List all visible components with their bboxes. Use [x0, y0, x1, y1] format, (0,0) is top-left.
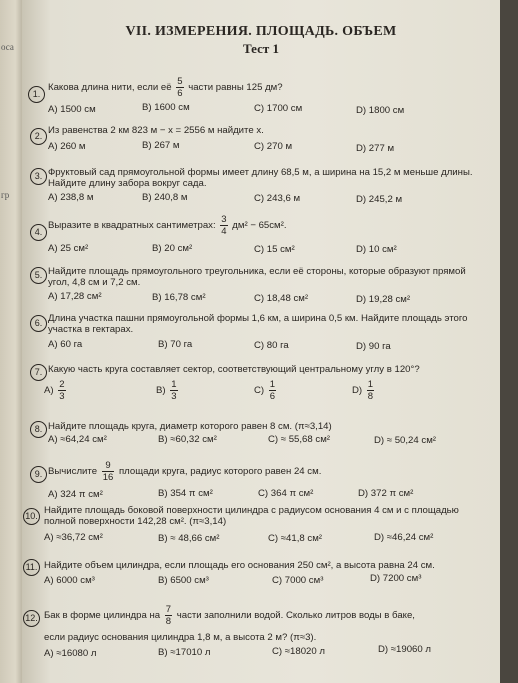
question-number: 4.	[30, 224, 47, 241]
question-number: 11.	[23, 559, 40, 576]
answer-b: B) ≈17010 л	[158, 647, 211, 658]
answer-c: C) 18,48 см²	[254, 293, 309, 304]
answer-b: B) ≈ 48,66 см²	[158, 533, 220, 544]
question-number: 7.	[30, 364, 47, 381]
answer-d: D) $\frac{1}{8}$	[352, 379, 374, 402]
question-number: 12.	[23, 610, 40, 627]
question-text: Выразите в квадратных сантиметрах: $\frac{3}{4}$ дм² − 65см².	[48, 214, 287, 237]
answer-a: A) 25 см²	[48, 243, 89, 254]
margin-fragment: гр	[1, 190, 10, 200]
answer-b: B) 240,8 м	[142, 192, 188, 203]
answer-c: C) 15 см²	[254, 244, 295, 255]
question-number: 5.	[30, 267, 47, 284]
fraction: $\frac{7}{8}$	[165, 604, 172, 627]
answer-a: A) 17,28 см²	[48, 291, 102, 302]
fraction: $\frac{2}{3}$	[59, 379, 65, 402]
answer-a: A) 60 га	[48, 339, 83, 350]
answer-b: B) ≈60,32 см²	[158, 434, 217, 445]
answer-b: B) 16,78 см²	[152, 292, 206, 303]
book-edge	[500, 0, 518, 683]
answer-a: A) 260 м	[48, 141, 86, 152]
answer-d: D) ≈46,24 см²	[374, 532, 434, 543]
answer-a: A) 1500 см	[48, 104, 96, 115]
answer-b: B) 70 га	[158, 339, 193, 350]
question-text: Длина участка пашни прямоугольной формы 1,6 км, а ширина 0,5 км. Найдите площадь этого участка в гектарах.	[48, 313, 468, 335]
adjacent-page-edge	[0, 0, 22, 683]
fraction: $\frac{9}{16}$	[102, 460, 114, 483]
question-number: 1.	[28, 86, 45, 103]
answer-c: C) 364 π см²	[258, 488, 314, 499]
question-text: Найдите площадь круга, диаметр которого равен 8 см. (π≈3,14)	[48, 421, 332, 432]
fraction: $\frac{5}{6}$	[177, 76, 183, 99]
answer-d: D) 10 см²	[356, 244, 397, 255]
answer-d: D) ≈ 50,24 см²	[374, 435, 436, 446]
answer-b: B) 6500 см³	[158, 575, 209, 586]
fraction: $\frac{1}{6}$	[269, 379, 276, 402]
question-text: Фруктовый сад прямоугольной формы имеет длину 68,5 м, а ширина на 15,2 м меньше длины. Найдите длину забора вокруг сада.	[48, 167, 473, 189]
question-text: Бак в форме цилиндра на $\frac{7}{8}$ части заполнили водой. Сколько литров воды в баке,	[44, 604, 415, 627]
question-text: Найдите площадь прямоугольного треугольника, если её стороны, которые образуют прямой угол, 4,8 см и 7,2 см.	[48, 266, 466, 288]
question-number: 9.	[30, 466, 47, 483]
answer-b: B) 1600 см	[142, 102, 190, 113]
chapter-title: VII. ИЗМЕРЕНИЯ. ПЛОЩАДЬ. ОБЪЕМ	[125, 24, 397, 39]
answer-d: D) 7200 см³	[370, 573, 422, 584]
question-text: Из равенства 2 км 823 м − x = 2556 м найдите x.	[48, 125, 264, 136]
answer-a: A) $\frac{2}{3}$	[44, 379, 65, 402]
answer-d: D) 1800 см	[356, 105, 405, 116]
question-number: 8.	[30, 421, 47, 438]
fraction: $\frac{3}{4}$	[221, 214, 227, 237]
question-text: Вычислите $\frac{9}{16}$ площади круга, радиус которого равен 24 см.	[48, 460, 322, 483]
answer-b: B) 20 см²	[152, 243, 193, 254]
answer-a: A) 6000 см³	[44, 575, 95, 586]
question-text-line2: если радиус основания цилиндра 1,8 м, а высота 2 м? (π≈3).	[44, 632, 317, 643]
fraction: $\frac{1}{3}$	[171, 379, 177, 402]
answer-a: A) ≈36,72 см²	[44, 532, 103, 543]
test-page	[22, 0, 500, 683]
question-number: 3.	[30, 168, 47, 185]
answer-c: C) 243,6 м	[254, 193, 301, 204]
answer-d: D) 90 га	[356, 341, 391, 352]
answer-c: C) ≈ 55,68 см²	[268, 434, 330, 445]
answer-d: D) 245,2 м	[356, 194, 403, 205]
answer-d: D) 277 м	[356, 143, 395, 154]
answer-b: B) 354 π см²	[158, 488, 213, 499]
test-title: Тест 1	[242, 41, 279, 56]
answer-b: B) 267 м	[142, 140, 180, 151]
answer-a: A) 238,8 м	[48, 192, 94, 203]
answer-c: C) 7000 см³	[272, 575, 324, 586]
answer-c: C) $\frac{1}{6}$	[254, 379, 276, 402]
question-number: 10.	[23, 508, 40, 525]
answer-a: A) 324 π см²	[48, 489, 103, 500]
answer-c: C) ≈18020 л	[272, 646, 325, 657]
answer-d: D) 19,28 см²	[356, 294, 411, 305]
answer-d: D) ≈19060 л	[378, 644, 431, 655]
fraction: $\frac{1}{8}$	[367, 379, 374, 402]
question-text: Найдите объем цилиндра, если площадь его основания 250 см², а высота равна 24 см.	[44, 560, 435, 571]
answer-d: D) 372 π см²	[358, 488, 414, 499]
answer-b: B) $\frac{1}{3}$	[156, 379, 177, 402]
question-number: 6.	[30, 315, 47, 332]
answer-c: C) ≈41,8 см²	[268, 533, 322, 544]
question-number: 2.	[30, 128, 47, 145]
answer-c: C) 270 м	[254, 141, 293, 152]
answer-a: A) ≈64,24 см²	[48, 434, 107, 445]
answer-c: C) 1700 см	[254, 103, 303, 114]
question-text: Какую часть круга составляет сектор, соответствующий центральному углу в 120°?	[48, 364, 420, 375]
question-text: Какова длина нити, если её $\frac{5}{6}$ части равны 125 дм?	[48, 76, 283, 99]
question-text: Найдите площадь боковой поверхности цилиндра с радиусом основания 4 см и с площадью полной поверхности 142,28 см². (π≈3,14)	[44, 505, 459, 527]
margin-fragment: оса	[1, 42, 14, 52]
answer-a: A) ≈16080 л	[44, 648, 97, 659]
answer-c: C) 80 га	[254, 340, 289, 351]
